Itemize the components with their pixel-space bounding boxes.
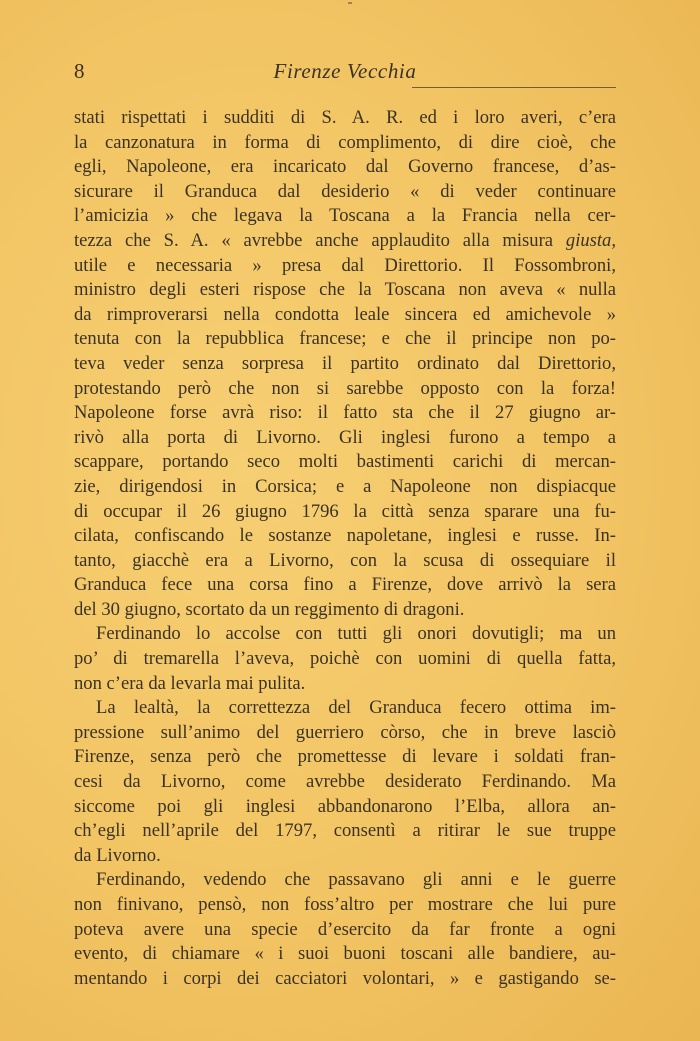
text-line: La lealtà, la correttezza del Granduca fecero ottima im- (96, 697, 616, 719)
text-line: po’ di tremarella l’aveva, poichè con uomini di quella fatta, (74, 648, 616, 670)
italic-word: giusta, (565, 229, 616, 251)
running-title: Firenze Vecchia (273, 59, 417, 83)
text-line: siccome poi gli inglesi abbandonarono l’Elba, allora an- (74, 795, 616, 817)
text-line: cesi da Livorno, come avrebbe desiderato Ferdinando. Ma (74, 771, 616, 793)
text-line: evento, di chiamare « i suoi buoni toscani alle bandiere, au- (74, 943, 616, 965)
body-text (74, 106, 616, 991)
text-line: rivò alla porta di Livorno. Gli inglesi furono a tempo a (74, 426, 616, 448)
header-rule (412, 87, 616, 88)
text-line: Firenze, senza però che promettesse di levare i soldati fran- (74, 746, 616, 768)
text-line: ministro degli esteri rispose che la Toscana non aveva « nulla (74, 279, 616, 301)
text-line: cilata, confiscando le sostanze napoletane, inglesi e russe. In- (74, 525, 616, 547)
page-top-mark (348, 2, 352, 4)
text-line: l’amicizia » che legava la Toscana a la Francia nella cer- (74, 205, 616, 227)
text-line: protestando però che non si sarebbe opposto con la forza! (74, 377, 616, 399)
text-line: di occupar il 26 giugno 1796 la città senza sparare una fu- (74, 500, 616, 522)
text-line: pressione sull’animo del guerriero còrso, che in breve lasciò (74, 721, 616, 743)
text-line: utile e necessaria » presa dal Direttorio. Il Fossombroni, (74, 254, 616, 276)
text-line: ch’egli nell’aprile del 1797, consentì a ritirar le sue truppe (74, 820, 616, 842)
page-number: 8 (74, 59, 85, 83)
text-line: tenuta con la repubblica francese; e che il principe non po- (74, 328, 616, 350)
text-line: teva veder senza sorpresa il partito ordinato dal Direttorio, (74, 352, 616, 374)
text-line: zie, dirigendosi in Corsica; e a Napoleone non dispiacque (74, 475, 616, 497)
text-line: da rimproverarsi nella condotta leale sincera ed amichevole » (74, 303, 616, 325)
text-line: Ferdinando lo accolse con tutti gli onori dovutigli; ma un (96, 623, 616, 645)
text-line: Napoleone forse avrà riso: il fatto sta che il 27 giugno ar- (74, 402, 616, 424)
text-line: da Livorno. (74, 844, 161, 866)
text-line: egli, Napoleone, era incaricato dal Governo francese, d’as- (74, 156, 616, 178)
text-line: poteva avere una specie d’esercito da far fronte a ogni (74, 918, 616, 940)
text-line: tanto, giacchè era a Livorno, con la scusa di ossequiare il (74, 549, 616, 571)
text-line: Granduca fece una corsa fino a Firenze, dove arrivò la sera (74, 574, 616, 596)
page-header (74, 58, 616, 88)
text-line: non finivano, pensò, non foss’altro per mostrare che lui pure (74, 894, 616, 915)
text-line: Ferdinando, vedendo che passavano gli anni e le guerre (96, 869, 616, 891)
text-line: mentando i corpi dei cacciatori volontari, » e gastigando se- (74, 967, 616, 989)
text-line: del 30 giugno, scortato da un reggimento di dragoni. (74, 598, 465, 620)
text-line: sicurare il Granduca dal desiderio « di veder continuare (74, 180, 616, 202)
text-line: scappare, portando seco molti bastimenti carichi di mercan- (74, 451, 616, 473)
text-line: stati rispettati i sudditi di S. A. R. ed i loro averi, c’era (74, 107, 616, 128)
text-line: la canzonatura in forma di complimento, di dire cioè, che (74, 131, 616, 153)
text-line: non c’era da levarla mai pulita. (74, 672, 306, 694)
text-line: tezza che S. A. « avrebbe anche applaudito alla misura giusta, (74, 229, 616, 251)
